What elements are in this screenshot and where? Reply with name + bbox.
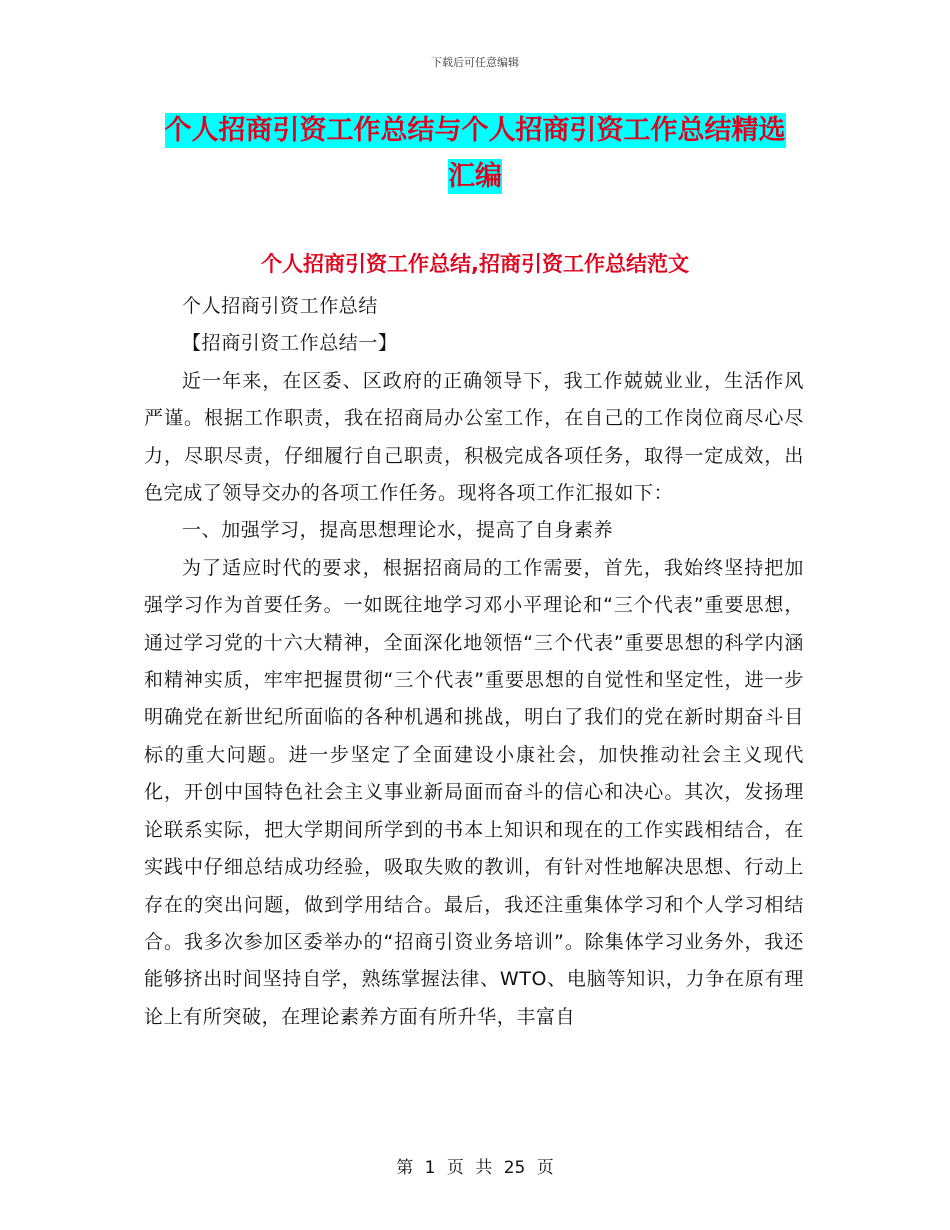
paragraph-body: 为了适应时代的要求，根据招商局的工作需要，首先，我始终坚持把加强学习作为首要任务。一如既往地学习邓小平理论和“三个代表”重要思想，通过学习党的十六大精神，全面深化地领悟“三个代表”重要思想的科学内涵和精神实质，牢牢把握贯彻“三个代表”重要思想的自觉性和坚定性，进一步明确党在新世纪所面临的各种机遇和挑战，明白了我们的党在新时期奋斗目标的重大问题。进一步坚定了全面建设小康社会，加快推动社会主义现代化，开创中国特色社会主义事业新局面而奋斗的信心和决心。其次，发扬理论联系实际，把大学期间所学到的书本上知识和现在的工作实践相结合，在实践中仔细总结成功经验，吸取失败的教训，有针对性地解决思想、行动上存在的突出问题，做到学用结合。最后，我还注重集体学习和个人学习相结合。我多次参加区委举办的“招商引资业务培训”。除集体学习业务外，我还能够挤出时间坚持自学，熟练掌握法律、WTO、电脑等知识，力争在原有理论上有所突破，在理论素养方面有所升华，丰富自 bbox=[144, 556, 804, 1028]
footer-page-number: 1 bbox=[424, 1158, 436, 1178]
title-line-1: 个人招商引资工作总结与个人招商引资工作总结精选 bbox=[164, 115, 786, 146]
page-footer bbox=[0, 1153, 950, 1178]
footer-total-unit: 页 bbox=[536, 1158, 554, 1178]
paragraph-subheading: 一、加强学习，提高思想理论水，提高了自身素养 bbox=[182, 519, 614, 542]
footer-total-pages: 25 bbox=[503, 1158, 526, 1178]
header-note: 下载后可任意编辑 bbox=[431, 56, 519, 69]
footer-prefix: 第 bbox=[396, 1158, 414, 1178]
paragraph-intro: 近一年来，在区委、区政府的正确领导下，我工作兢兢业业，生活作风严谨。根据工作职责，我在招商局办公室工作，在自己的工作岗位商尽心尽力，尽职尽责，仔细履行自己职责，积极完成各项任务，取得一定成效，出色完成了领导交办的各项工作任务。现将各项工作汇报如下： bbox=[144, 369, 804, 505]
document-title bbox=[140, 108, 810, 200]
title-line-2: 汇编 bbox=[448, 161, 502, 192]
paragraph-section-label: 【招商引资工作总结一】 bbox=[182, 332, 398, 355]
footer-page-unit: 页 bbox=[446, 1158, 464, 1178]
paragraph-heading: 个人招商引资工作总结 bbox=[182, 295, 379, 317]
section-title: 个人招商引资工作总结,招商引资工作总结范文 bbox=[261, 252, 689, 276]
footer-total-prefix: 共 bbox=[475, 1158, 493, 1178]
document-body bbox=[144, 288, 804, 1036]
